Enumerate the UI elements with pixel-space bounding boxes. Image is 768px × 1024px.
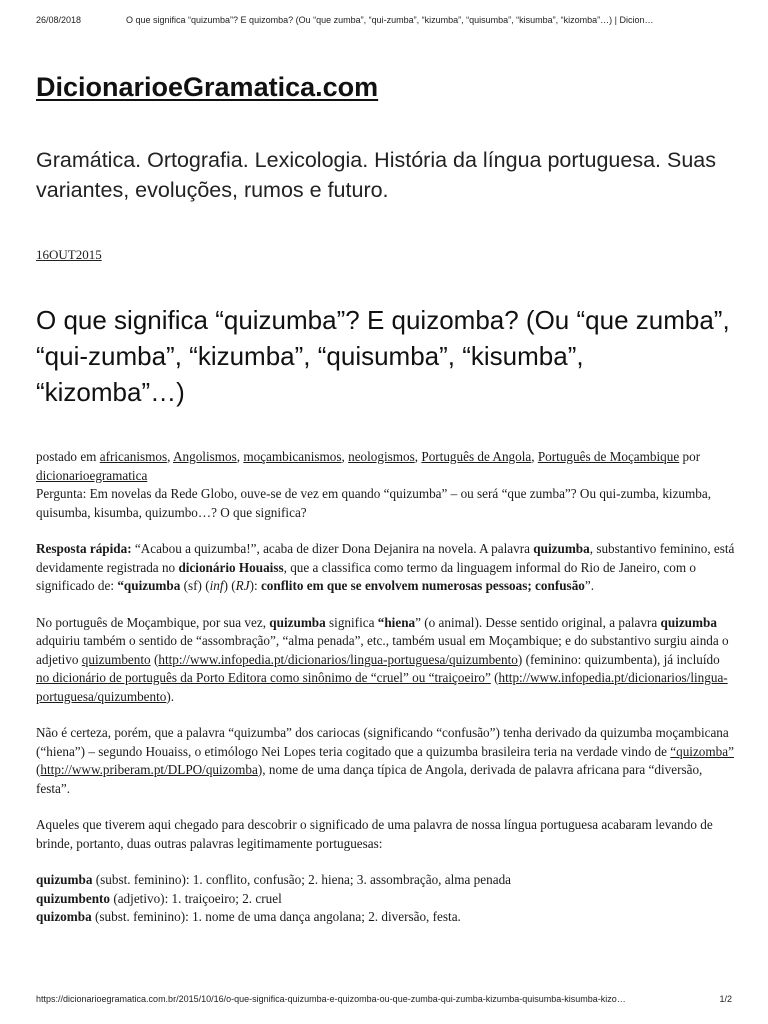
print-date: 26/08/2018 (36, 15, 82, 25)
mozambique-paragraph: No português de Moçambique, por sua vez, quizumba significa “hiena” (o animal). Desse sentido original, a palavra quizumba adquiriu também o sentido de “assombração”, “alma penada”, etc., também usual em Moçambique; e do substantivo surgiu ainda o adjetivo quizumbento (http://www.infopedia.pt/dicionarios/lingua-portuguesa/quizumbento) (feminino: quizumbenta), já incluído no dicionário de português da Porto Editora como sinônimo de “cruel” ou “traiçoeiro” (http://www.infopedia.pt/dicionarios/lingua-portuguesa/quizumbento). (36, 614, 729, 704)
print-header (36, 15, 732, 25)
priberam-url-link[interactable]: http://www.priberam.pt/DLPO/quizomba (40, 762, 258, 777)
etymology-paragraph: Não é certeza, porém, que a palavra “quizumba” dos cariocas (significando “confusão”) tenha derivado da quizumba moçambicana (“hiena”) – segundo Houaiss, o etimólogo Nei Lopes teria cogitado que a quizumba brasileira teria na verdade vindo de “quizomba” (http://www.priberam.pt/DLPO/quizomba), nome de uma dança típica de Angola, derivada de palavra africana para “diversão, festa”. (36, 725, 734, 796)
definition-item: quizomba (subst. feminino): 1. nome de uma dança angolana; 2. diversão, festa. (36, 909, 461, 924)
category-link-angolismos[interactable]: Angolismos (173, 449, 237, 464)
site-title-link[interactable]: DicionarioeGramatica.com (36, 72, 379, 102)
print-footer (36, 994, 732, 1004)
definition-item: quizumba (subst. feminino): 1. conflito, confusão; 2. hiena; 3. assombração, alma penada (36, 872, 512, 887)
print-page-number: 1/2 (719, 994, 732, 1004)
infopedia-url-link-2[interactable]: http://www.infopedia.pt/dicionarios/lingua-portuguesa/quizumbento (36, 670, 728, 704)
quick-answer-label: Resposta rápida: (36, 541, 132, 556)
post-meta: postado em africanismos, Angolismos, moçambicanismos, neologismos, Português de Angola, Português de Moçambique por dicionarioegramatica (36, 449, 701, 483)
quizumbento-link[interactable]: quizumbento (81, 651, 151, 667)
site-description: Gramática. Ortografia. Lexicologia. História da língua portuguesa. Suas variantes, evoluções, rumos e futuro. (36, 148, 717, 202)
category-link-africanismos[interactable]: africanismos (99, 449, 168, 464)
conclusion-paragraph: Aqueles que tiverem aqui chegado para descobrir o significado de uma palavra de nossa língua portuguesa acabaram levando de brinde, portanto, duas outras palavras legitimamente portuguesas: (36, 817, 713, 851)
post-title: O que significa “quizumba”? E quizomba? (Ou “que zumba”, “qui-zumba”, “kizumba”, “quisumba”, “kisumba”, “kizomba”…) (36, 305, 730, 407)
definition-item: quizumbento (adjetivo): 1. traiçoeiro; 2. cruel (36, 890, 282, 906)
category-link-mocambicanismos[interactable]: moçambicanismos (243, 449, 342, 464)
question-paragraph: Pergunta: Em novelas da Rede Globo, ouve-se de vez em quando “quizumba” – ou será “que zumba”? Ou qui-zumba, kizumba, quisumba, kisumba, quizumbo…? O que significa? (36, 486, 712, 520)
post-date-link[interactable]: 16OUT2015 (36, 247, 102, 262)
category-link-portugues-de-angola[interactable]: Português de Angola (421, 449, 532, 464)
answer-paragraph: Resposta rápida: “Acabou a quizumba!”, acaba de dizer Dona Dejanira na novela. A palavra quizumba, substantivo feminino, está devidamente registrada no dicionário Houaiss, que a classifica como termo da linguagem informal do Rio de Janeiro, com o significado de: “quizumba (sf) (inf) (RJ): conflito em que se envolvem numerosas pessoas; confusão”. (36, 541, 735, 593)
porto-editora-link[interactable]: no dicionário de português da Porto Editora como sinônimo de “cruel” ou “traiçoeiro” (36, 670, 491, 685)
category-link-portugues-de-mocambique[interactable]: Português de Moçambique (537, 449, 680, 464)
by-label: por (682, 449, 701, 464)
posted-in-label: postado em (36, 449, 97, 464)
post-content (36, 448, 736, 927)
category-link-neologismos[interactable]: neologismos (348, 449, 415, 464)
print-page-title: O que significa “quizumba”? E quizomba? (Ou “que zumba”, “qui-zumba”, “kizumba”, “quisumba”, “kisumba”, “kizomba”…) | Dicion… (126, 15, 654, 25)
author-link[interactable]: dicionarioegramatica (36, 467, 148, 483)
quizomba-link[interactable]: “quizomba” (670, 743, 734, 759)
print-url: https://dicionarioegramatica.com.br/2015/10/16/o-que-significa-quizumba-e-quizomba-ou-que-zumba-qui-zumba-kizumba-quisumba-kisumba-kizo… (36, 994, 626, 1004)
definitions-list (36, 871, 736, 927)
infopedia-url-link[interactable]: http://www.infopedia.pt/dicionarios/lingua-portuguesa/quizumbento (158, 651, 518, 667)
